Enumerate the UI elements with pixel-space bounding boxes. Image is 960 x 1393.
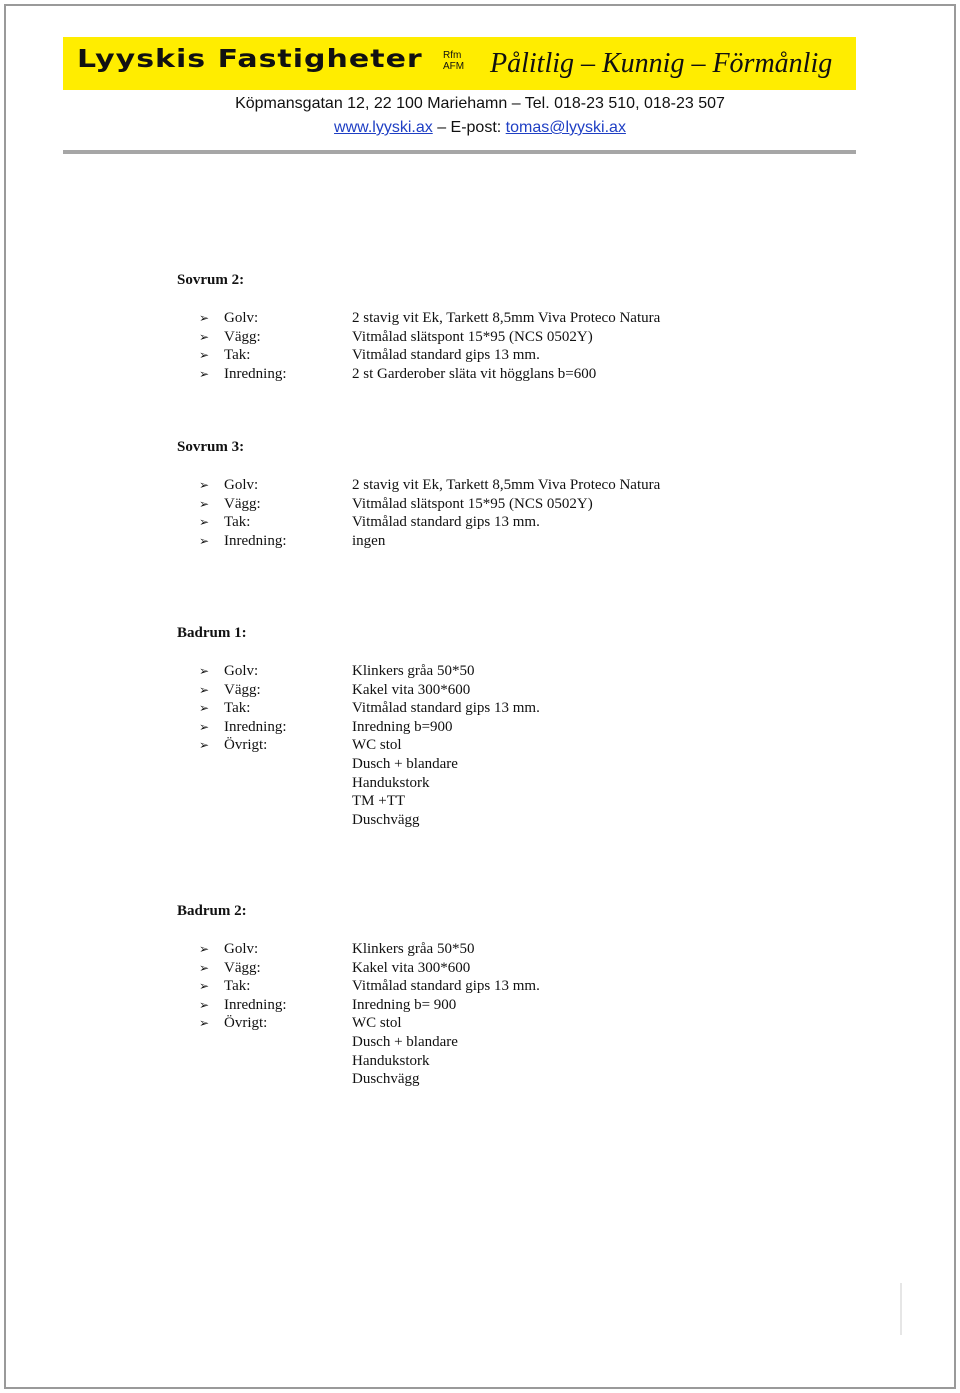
- section-sovrum-3: [175, 439, 661, 550]
- spec-label: Tak:: [224, 700, 251, 717]
- spec-row: [175, 532, 386, 551]
- logo-badge: [443, 50, 464, 72]
- spec-value: Kakel vita 300*600: [352, 681, 471, 698]
- spec-value: Vitmålad standard gips 13 mm.: [352, 514, 540, 531]
- spec-row: [175, 365, 597, 384]
- arrow-bullet-icon: ➢: [199, 348, 210, 363]
- section-sovrum-2: [175, 272, 661, 383]
- spec-row: [175, 718, 453, 737]
- spec-value: Klinkers gråa 50*50: [352, 941, 475, 957]
- page: [4, 4, 956, 1389]
- spec-value: Inredning b=900: [352, 718, 453, 735]
- header-banner: [63, 37, 856, 90]
- spec-label: Vägg:: [224, 495, 261, 512]
- spec-value: WC stol: [352, 737, 402, 754]
- spec-row: [175, 977, 540, 996]
- website-link[interactable]: www.lyyski.ax: [334, 119, 433, 136]
- arrow-bullet-icon: ➢: [199, 366, 210, 381]
- spec-row: [175, 346, 540, 365]
- arrow-bullet-icon: ➢: [199, 979, 210, 994]
- spec-row: [175, 513, 540, 532]
- contact-line: [0, 119, 960, 137]
- arrow-bullet-icon: ➢: [199, 738, 210, 753]
- spec-row: [175, 662, 475, 681]
- spec-label: Vägg:: [224, 959, 261, 976]
- spec-value: Vitmålad standard gips 13 mm.: [352, 347, 540, 364]
- spec-row: [175, 996, 457, 1015]
- arrow-bullet-icon: ➢: [199, 942, 210, 956]
- arrow-bullet-icon: ➢: [199, 329, 210, 344]
- spec-label: Inredning:: [224, 718, 287, 735]
- spec-row: [175, 736, 402, 755]
- arrow-bullet-icon: ➢: [199, 719, 210, 734]
- arrow-bullet-icon: ➢: [199, 682, 210, 697]
- spec-value: Inredning b= 900: [352, 996, 457, 1013]
- arrow-bullet-icon: ➢: [199, 533, 210, 548]
- spec-row: [175, 959, 471, 978]
- spec-label: Tak:: [224, 514, 251, 531]
- logo-rfm: Rfm: [443, 50, 462, 61]
- section-badrum-2: [175, 903, 540, 1089]
- section-badrum-1: [175, 625, 540, 829]
- spec-row: [175, 1070, 420, 1089]
- spec-label: Golv:: [224, 663, 259, 679]
- spec-row: [175, 328, 593, 347]
- arrow-bullet-icon: ➢: [199, 478, 210, 492]
- spec-row: [175, 774, 430, 793]
- spec-row: [175, 811, 420, 830]
- spec-value: Duschvägg: [352, 1071, 420, 1088]
- spec-row: [175, 1052, 430, 1071]
- spec-label: Golv:: [224, 310, 259, 326]
- spec-value: Duschvägg: [352, 811, 420, 828]
- section-title: Badrum 2:: [177, 903, 247, 919]
- spec-value: 2 stavig vit Ek, Tarkett 8,5mm Viva Proteco Natura: [352, 310, 661, 326]
- spec-value: WC stol: [352, 1015, 402, 1032]
- spec-value: Vitmålad slätspont 15*95 (NCS 0502Y): [352, 495, 593, 512]
- logo-afm: AFM: [443, 61, 465, 72]
- spec-label: Vägg:: [224, 328, 261, 345]
- spec-value: Vitmålad slätspont 15*95 (NCS 0502Y): [352, 328, 593, 345]
- section-title: Sovrum 3:: [177, 439, 245, 455]
- arrow-bullet-icon: ➢: [199, 311, 210, 325]
- spec-label: Inredning:: [224, 365, 287, 382]
- spec-value: Handukstork: [352, 1052, 430, 1069]
- spec-label: Övrigt:: [224, 1015, 268, 1032]
- spec-value: Vitmålad standard gips 13 mm.: [352, 700, 540, 717]
- arrow-bullet-icon: ➢: [199, 664, 210, 678]
- spec-value: TM +TT: [352, 793, 406, 810]
- spec-label: Golv:: [224, 941, 259, 957]
- spec-label: Golv:: [224, 477, 259, 493]
- spec-value: Klinkers gråa 50*50: [352, 663, 475, 679]
- spec-row: [175, 309, 661, 328]
- spec-label: Vägg:: [224, 681, 261, 698]
- arrow-bullet-icon: ➢: [199, 1016, 210, 1031]
- address-line: Köpmansgatan 12, 22 100 Mariehamn – Tel. 018-23 510, 018-23 507: [235, 95, 725, 112]
- spec-row: [175, 1014, 402, 1033]
- arrow-bullet-icon: ➢: [199, 515, 210, 530]
- spec-value: Dusch + blandare: [352, 1033, 458, 1050]
- spec-label: Tak:: [224, 347, 251, 364]
- spec-row: [175, 755, 458, 774]
- spec-row: [175, 1033, 458, 1052]
- spec-row: [175, 681, 471, 700]
- arrow-bullet-icon: ➢: [199, 960, 210, 975]
- spec-label: Inredning:: [224, 996, 287, 1013]
- spec-row: [175, 940, 475, 959]
- arrow-bullet-icon: ➢: [199, 701, 210, 716]
- spec-value: 2 stavig vit Ek, Tarkett 8,5mm Viva Proteco Natura: [352, 477, 661, 493]
- spec-value: 2 st Garderober släta vit högglans b=600: [352, 365, 597, 382]
- slogan: Pålitlig – Kunnig – Förmånlig: [490, 48, 833, 79]
- arrow-bullet-icon: ➢: [199, 496, 210, 511]
- spec-label: Inredning:: [224, 532, 287, 549]
- spec-value: Dusch + blandare: [352, 755, 458, 772]
- spec-value: Handukstork: [352, 774, 430, 791]
- email-link[interactable]: tomas@lyyski.ax: [505, 119, 626, 136]
- spec-row: [175, 476, 661, 495]
- margin-mark: [900, 1283, 902, 1335]
- email-label: – E-post:: [437, 119, 502, 136]
- spec-value: Vitmålad standard gips 13 mm.: [352, 978, 540, 995]
- spec-row: [175, 699, 540, 718]
- spec-row: [175, 792, 406, 811]
- spec-label: Tak:: [224, 978, 251, 995]
- spec-label: Övrigt:: [224, 737, 268, 754]
- spec-value: ingen: [352, 532, 386, 549]
- company-logo: Lyyskis Fastigheter: [77, 45, 423, 74]
- spec-value: Kakel vita 300*600: [352, 959, 471, 976]
- header-divider: [63, 150, 856, 154]
- section-title: Sovrum 2:: [177, 272, 245, 288]
- spec-row: [175, 495, 593, 514]
- section-title: Badrum 1:: [177, 625, 247, 641]
- arrow-bullet-icon: ➢: [199, 997, 210, 1012]
